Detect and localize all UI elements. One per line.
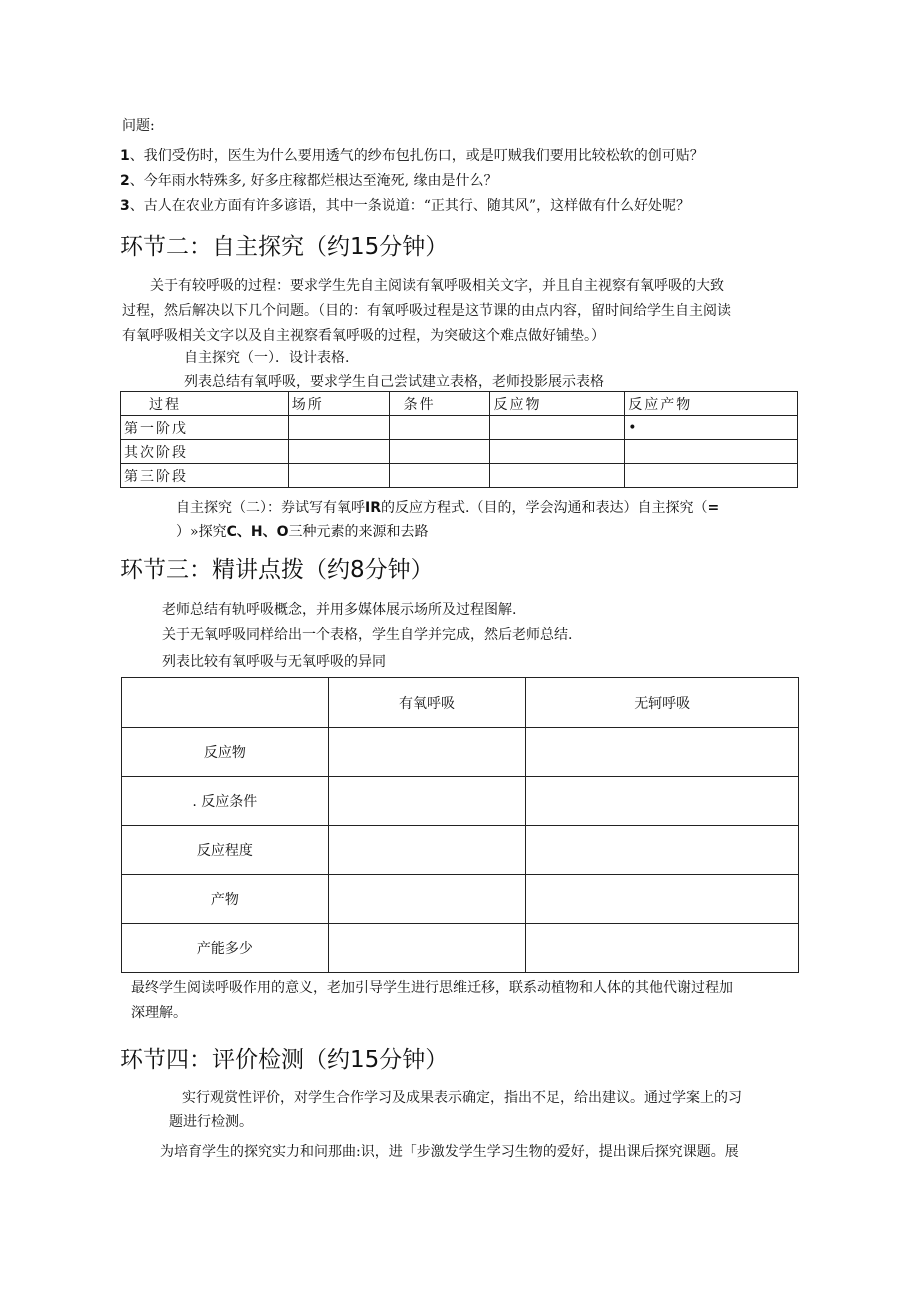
table-cell — [389, 416, 490, 440]
table-cell — [328, 875, 526, 924]
table-cell — [490, 464, 625, 488]
stage-cell: 第三阶段 — [121, 464, 289, 488]
explore-2-line-1 — [176, 498, 719, 518]
section-2-heading: 环节二：自主探究（约15分钟） — [120, 234, 449, 260]
header-cell: 反应物 — [490, 392, 625, 416]
closing-line-2: 深理解。 — [131, 1005, 187, 1021]
closing-line-1: 最终学生阅读呼吸作用的意义，老加引导学生进行思维迁移，联系动植物和人体的其他代谢过程加 — [131, 980, 733, 996]
table-cell — [490, 416, 625, 440]
table-1-caption: 列表总结有氧呼吸，要求学生自己尝试建立表格，老师投影展示表格 — [184, 374, 604, 390]
section-2-para-line-3: 有氧呼吸相关文字以及自主视察看氧呼吸的过程，为突破这个难点做好铺垫。） — [122, 328, 605, 344]
header-cell: 过程 — [121, 392, 289, 416]
table-cell — [625, 440, 798, 464]
header-cell: 反应产物 — [625, 392, 798, 416]
header-cell: 无轲呼吸 — [526, 678, 799, 728]
table-row — [121, 440, 798, 464]
section-4-heading: 环节四：评价检测（约15分钟） — [120, 1047, 449, 1073]
explore-2-text: 三种元素的来源和去路 — [288, 524, 429, 540]
section-3-line-1: 老师总结有轨呼吸概念，并用多媒体展示场所及过程图解. — [162, 602, 517, 618]
question-number: 2 — [120, 173, 130, 189]
row-label-cell: 反应物 — [122, 728, 329, 777]
table-cell — [490, 440, 625, 464]
intro-label: 问题: — [122, 118, 155, 134]
section-4-final-line: 为培育学生的探究实力和问那曲:识，进「步激发学生学习生物的爱好，提出课后探究课题。展 — [160, 1144, 739, 1160]
table-cell — [526, 777, 799, 826]
explore-2-text: ）»探究 — [176, 524, 227, 540]
question-text: 、古人在农业方面有许多谚语，其中一条说道：“正其行、随其风”，这样做有什么好处呢？ — [129, 198, 691, 214]
question-1 — [120, 146, 704, 166]
row-label-cell: 产物 — [122, 875, 329, 924]
explore-2-bold-text: C、H、O — [226, 524, 289, 540]
table-row — [121, 416, 798, 440]
table-row — [122, 826, 799, 875]
table-cell — [526, 875, 799, 924]
explore-2-bold-text: IR — [365, 500, 381, 516]
table-cell — [526, 728, 799, 777]
section-4-para-line-1: 实行观赏性评价，对学生合作学习及成果表示确定，指出不足，给出建议。通过学案上的习 — [182, 1090, 742, 1106]
table-cell — [389, 440, 490, 464]
table-row — [121, 464, 798, 488]
section-3-line-3: 列表比较有氧呼吸与无氧呼吸的异同 — [162, 654, 386, 670]
question-number: 1 — [120, 148, 130, 164]
table-cell — [526, 826, 799, 875]
table-cell — [625, 464, 798, 488]
table-cell: • — [625, 416, 798, 440]
respiration-stage-table — [120, 391, 798, 488]
table-cell — [288, 464, 389, 488]
table-cell — [328, 728, 526, 777]
row-label-cell: 产能多少 — [122, 924, 329, 973]
question-number: 3 — [120, 198, 130, 214]
header-cell — [122, 678, 329, 728]
header-cell: 条件 — [389, 392, 490, 416]
row-label-cell: . 反应条件 — [122, 777, 329, 826]
table-header-row — [122, 678, 799, 728]
explore-2-text: 的反应方程式.（目的，学会沟通和表达）自主探究（ — [381, 500, 708, 516]
section-4-para-line-2: 题进行检测。 — [169, 1114, 253, 1130]
comparison-table — [121, 677, 799, 973]
section-3-heading: 环节三：精讲点拨（约8分钟） — [120, 557, 434, 583]
table-cell — [328, 826, 526, 875]
section-3-line-2: 关于无氧呼吸同样给出一个表格，学生自学并完成，然后老师总结. — [162, 627, 573, 643]
table-cell — [288, 416, 389, 440]
header-cell: 有氧呼吸 — [328, 678, 526, 728]
explore-2-bold-text: = — [707, 500, 720, 516]
table-cell — [328, 924, 526, 973]
explore-2-line-2 — [176, 522, 428, 542]
table-cell — [328, 777, 526, 826]
section-2-para-line-2: 过程，然后解决以下几个问题。（目的：有氧呼吸过程是这节课的由点内容，留时间给学生自主阅读 — [122, 303, 731, 319]
table-row — [122, 728, 799, 777]
table-cell — [389, 464, 490, 488]
stage-cell: 其次阶段 — [121, 440, 289, 464]
table-header-row — [121, 392, 798, 416]
header-cell: 场所 — [288, 392, 389, 416]
explore-2-text: 自主探究（二）：券试写有氧呼 — [176, 500, 365, 516]
table-row — [122, 875, 799, 924]
stage-cell: 第一阶戊 — [121, 416, 289, 440]
question-2 — [120, 171, 498, 191]
row-label-cell: 反应程度 — [122, 826, 329, 875]
question-text: 、今年雨水特殊多, 好多庄稼都烂根达至淹死, 缘由是什么？ — [129, 173, 498, 189]
table-cell — [288, 440, 389, 464]
explore-1-title: 自主探究（一）．设计表格. — [184, 350, 350, 366]
section-2-para-line-1: 关于有较呼吸的过程：要求学生先自主阅读有氧呼吸相关文字，并且自主视察有氧呼吸的大致 — [150, 278, 724, 294]
question-3 — [120, 196, 690, 216]
table-cell — [526, 924, 799, 973]
table-row — [122, 924, 799, 973]
question-text: 、我们受伤时，医生为什么要用透气的纱布包扎伤口，或是叮贼我们要用比较松软的创可贴？ — [129, 148, 704, 164]
table-row — [122, 777, 799, 826]
